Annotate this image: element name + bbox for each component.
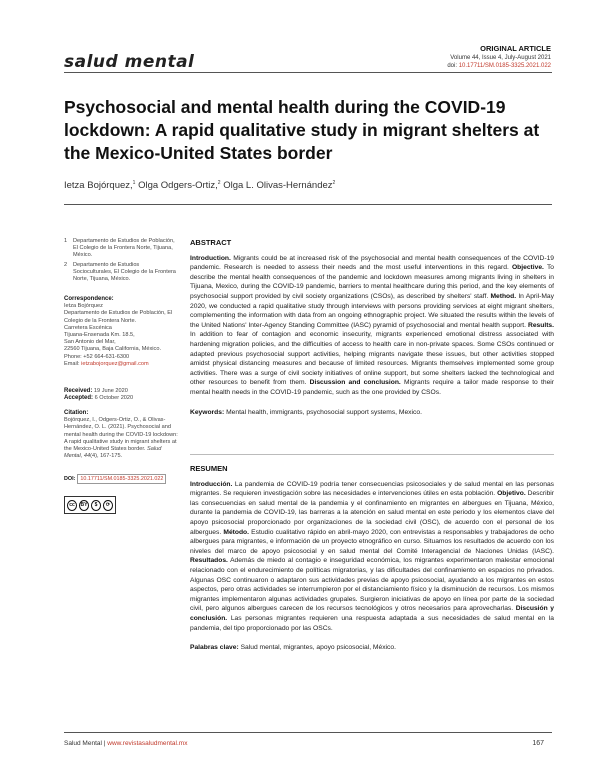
palabras-clave-label: Palabras clave:	[190, 644, 239, 652]
correspondence-line: 22560 Tijuana, Baja California, México.	[64, 346, 162, 353]
resumen-results-label: Resultados.	[190, 557, 228, 565]
accepted-date: 6 October 2020	[94, 395, 134, 402]
affiliation-2	[64, 262, 180, 284]
authors-rule	[64, 204, 552, 205]
header-doi	[447, 62, 551, 70]
accepted-label: Accepted:	[64, 395, 94, 402]
affiliation-1-num: 1	[64, 238, 68, 244]
citation-pages: (4), 167-175.	[90, 453, 123, 460]
resumen-discussion-label: Discusión y conclusión.	[190, 605, 554, 622]
correspondence-line: San Antonio del Mar,	[64, 339, 116, 346]
resumen-method: Estudio cualitativo rápido en abril-mayo 2020, con entrevistas a responsables y trabajadores de ocho albergues para migrantes, e información de un proyecto etnográfico en curso. Situamos los resultados de acuerdo con los niveles del marco de apoyo psicosocial y en salud mental del Comité Interagencial de Naciones Unidas (IASC).	[190, 528, 555, 555]
palabras-clave-text: Salud mental, migrantes, apoyo psicosocial, México.	[240, 644, 396, 652]
article-type: ORIGINAL ARTICLE	[480, 44, 551, 53]
correspondence-line: Departamento de Estudios de Población, El Colegio de la Frontera Norte.	[64, 310, 173, 324]
resumen-heading: RESUMEN	[190, 464, 228, 473]
dates	[64, 388, 180, 402]
affiliation-1	[64, 238, 180, 260]
doi-box-label: DOI:	[64, 476, 76, 482]
abstract-keywords	[190, 408, 554, 418]
email-link[interactable]: ietzabojorquez@gmail.com	[81, 360, 149, 367]
resumen-intro: La pandemia de COVID-19 podría tener consecuencias psicosociales y de salud mental en las personas migrantes. Se requieren investigación sobre las necesidades e intervenciones útiles en esta población.	[190, 480, 555, 498]
correspondence-line: Carretera Escénica	[64, 324, 112, 331]
abstract-objective: To describe the mental health consequences of the pandemic and lockdown measures among migrants living in shelters in Tijuana, Mexico, during the COVID-19 pandemic, barriers to mental healthcare during this period, and the key elements of psychosocial support provided by civil society organizations (CSOs), as described by shelters' staff.	[190, 264, 554, 300]
abstract-divider	[190, 454, 554, 455]
author-3-sup: 2	[332, 180, 336, 186]
resumen-section	[190, 464, 554, 653]
keywords-text: Mental health, immigrants, psychosocial support systems, Mexico.	[226, 408, 422, 416]
doi-box-link[interactable]: 10.17711/SM.0185-3325.2021.022	[77, 474, 166, 484]
resumen-objective: Describir las consecuencias en salud mental de la pandemia y el confinamiento en migrantes en albergues en Tijuana, México, durante la pandemia de COVID-19, las barreras a la atención en salud mental en este periodo y los elementos clave del apoyo psicosocial proporcionado por organizaciones de la sociedad civil (OSC), de acuerdo con el personal de los albergues.	[190, 490, 555, 536]
author-2: Olga Odgers-Ortiz,	[138, 180, 218, 192]
abstract-results: In addition to fear of contagion and economic insecurity, migrants experienced emotional distress associated with hardening migration policies, and the difficulties of access to health care in non-private spaces. Some CSOs continued or adapted previous psychosocial support activities, helping migrants navigate these issues, but other activities stopped amidst physical distancing measures and because of limited resources. Migrants themselves implemented some group activities. There was a surge of civil society initiatives of online support, but some shelters lacked the technological and other resources to benefit from them.	[190, 331, 554, 387]
abstract-method: In April-May 2020, we conducted a rapid qualitative study through interviews with persons providing services at eight migrant shelters, complementing the information with data from an ongoing ethnographic project. We situated the results within the levels of the United Nations' Inter-Agency Standing Committee (IASC) pyramid of psychosocial and mental health support.	[190, 292, 554, 329]
footer-site-link[interactable]: www.revistasaludmental.mx	[107, 740, 188, 747]
citation	[64, 410, 180, 460]
author-1: Ietza Bojórquez,	[64, 180, 133, 192]
keywords-label: Keywords:	[190, 408, 225, 416]
abstract-discussion-label: Discussion and conclusion.	[309, 379, 401, 387]
resumen-objective-label: Objetivo.	[497, 490, 526, 498]
resumen-method-label: Método.	[223, 528, 250, 536]
resumen-body	[190, 480, 554, 634]
email-line	[64, 361, 180, 368]
nc-icon: $	[91, 500, 101, 511]
correspondence-line: Tijuana-Ensenada Km. 18.5,	[64, 332, 135, 339]
abstract-results-label: Results.	[527, 321, 554, 329]
volume-line: Volume 44, Issue 4, July-August 2021	[450, 55, 551, 61]
correspondence-label: Correspondence:	[64, 296, 114, 302]
affiliation-2-num: 2	[64, 261, 68, 268]
cc-license-badge[interactable]	[64, 496, 116, 514]
cc-icon: cc	[67, 500, 77, 511]
correspondence-line: Phone: +52 664-631-6300	[64, 353, 130, 360]
doi-link[interactable]: 10.17711/SM.0185-3325.2021.022	[458, 63, 551, 69]
received-label: Received:	[64, 388, 93, 394]
citation-text: Bojórquez, I., Odgers-Ortiz, O., & Olivas-Hernández, O. L. (2021). Psychosocial and mental health during the COVID-19 lockdown: A rapid qualitative study in migrant shelters at the Mexico-United States border.	[64, 417, 178, 453]
author-1-sup: 1	[132, 180, 136, 186]
journal-logo: salud mental	[64, 52, 195, 72]
article-title: Psychosocial and mental health during the COVID-19 lockdown: A rapid qualitative study in migrant shelters at the Mexico-United States border	[64, 97, 540, 163]
abstract-objective-label: Objective.	[511, 264, 544, 272]
abstract-body	[190, 254, 554, 398]
author-3: Olga L. Olivas-Hernández	[223, 180, 333, 192]
received-date: 19 June 2020	[93, 388, 128, 394]
issue-info	[447, 44, 551, 70]
author-2-sup: 2	[217, 180, 221, 186]
by-icon: BY	[79, 500, 89, 511]
footer-journal: Salud Mental |	[64, 740, 106, 747]
resumen-discussion: Las personas migrantes requieren una respuesta adaptada a sus necesidades de salud mental en la pandemia, del tipo proporcionado por las OSCs.	[190, 614, 555, 632]
abstract-section	[190, 238, 554, 417]
correspondence-line: Ietza Bojórquez	[64, 303, 103, 310]
page-number: 167	[532, 740, 544, 747]
abstract-intro-label: Introduction.	[190, 254, 231, 262]
received	[64, 388, 180, 395]
accepted	[64, 395, 180, 402]
footer	[64, 740, 187, 747]
affiliation-2-text: Departamento de Estudios Socioculturales, El Colegio de la Frontera Norte, Tijuana, México.	[73, 261, 176, 283]
citation-label: Citation:	[64, 410, 89, 416]
resumen-keywords	[190, 643, 554, 653]
correspondence	[64, 296, 180, 368]
affiliation-1-text: Departamento de Estudios de Población, El Colegio de la Frontera Norte, Tijuana, México.	[73, 238, 175, 259]
abstract-method-label: Method.	[490, 292, 517, 300]
resumen-intro-label: Introducción.	[190, 480, 233, 488]
doi-label: doi:	[447, 63, 458, 69]
doi-box	[64, 476, 180, 482]
abstract-intro: Migrants could be at increased risk of the psychosocial and mental health consequences of the COVID-19 pandemic. Research is needed to assess their needs and the most useful interventions in this regard.	[190, 254, 555, 272]
header-rule	[64, 72, 552, 73]
resumen-results: Además de miedo al contagio e inseguridad económica, los migrantes experimentaron malestar emocional relacionado con el endurecimiento de políticas migratorias, y las dificultades del confinamiento en espacios no privados. Algunas OSC continuaron o adaptaron sus actividades previas de apoyo psicosocial, ayudando a los migrantes en estos aspectos, pero otras actividades se interrumpieron por el distanciamiento físico y la disminución de recursos. Los mismos migrantes implementaron algunas actividades grupales. Surgieron iniciativas de apoyo en línea por parte de la sociedad civil, pero algunos albergues carecen de los recursos tecnológicos y otros necesarios para aprovecharlas.	[190, 557, 554, 613]
abstract-heading: ABSTRACT	[190, 238, 232, 247]
sa-icon: ⟳	[103, 500, 113, 511]
affiliations	[64, 238, 180, 283]
author-list	[64, 180, 335, 191]
abstract-discussion: Migrants require a tailor made response to their mental health needs in the COVID-19 pandemic, such as the one provided by CSOs.	[190, 379, 554, 396]
footer-rule	[64, 732, 552, 733]
email-label: Email:	[64, 360, 80, 367]
citation-journal: Salud Mental, 44	[64, 446, 162, 460]
